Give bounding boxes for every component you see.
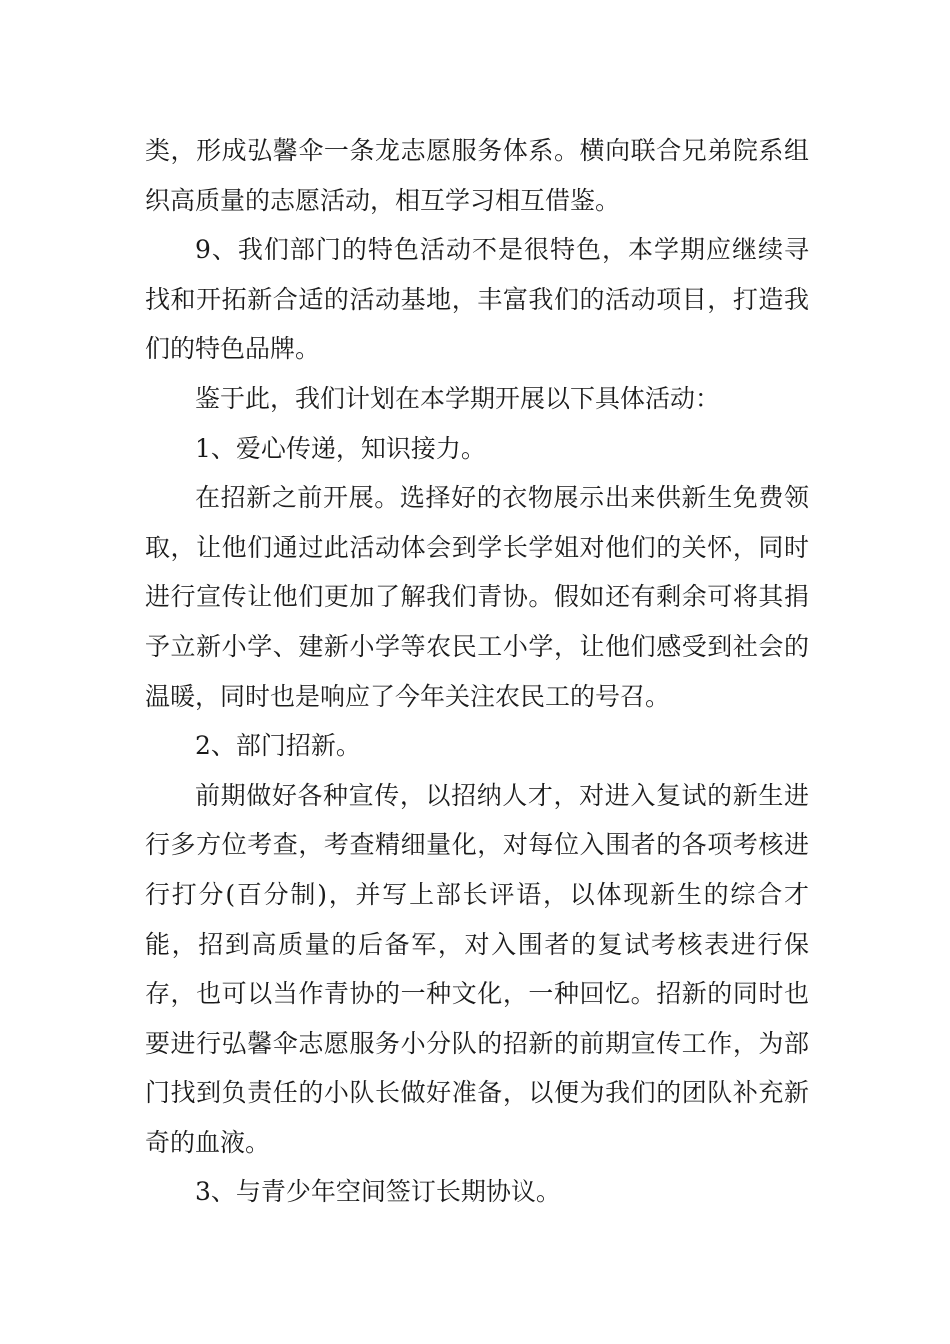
paragraph-activity-1-detail: 在招新之前开展。选择好的衣物展示出来供新生免费领取，让他们通过此活动体会到学长学姐对他们的关怀，同时进行宣传让他们更加了解我们青协。假如还有剩余可将其捐予立新小学、建新小学等农民工小学，让他们感受到社会的温暖，同时也是响应了今年关注农民工的号召。 [145,483,809,711]
paragraph-continuation: 类，形成弘馨伞一条龙志愿服务体系。横向联合兄弟院系组织高质量的志愿活动，相互学习相互借鉴。 [145,136,809,215]
paragraph-heading-activity-2: 2、部门招新。 [195,731,361,761]
paragraph-heading-activity-1: 1、爱心传递，知识接力。 [195,433,486,463]
paragraph-activity-2-detail: 前期做好各种宣传，以招纳人才，对进入复试的新生进行多方位考查，考查精细量化，对每位入围者的各项考核进行打分(百分制)，并写上部长评语，以体现新生的综合才能，招到高质量的后备军，对入围者的复试考核表进行保存，也可以当作青协的一种文化，一种回忆。招新的同时也要进行弘馨伞志愿服务小分队的招新的前期宣传工作，为部门找到负责任的小队长做好准备，以便为我们的团队补充新奇的血液。 [145,780,809,1157]
paragraph-heading-activity-3: 3、与青少年空间签订长期协议。 [195,1177,561,1207]
paragraph-intro-activities: 鉴于此，我们计划在本学期开展以下具体活动： [195,383,721,413]
paragraph-item-9: 9、我们部门的特色活动不是很特色，本学期应继续寻找和开拓新合适的活动基地，丰富我们的活动项目，打造我们的特色品牌。 [145,235,809,364]
document-body [145,126,809,1217]
